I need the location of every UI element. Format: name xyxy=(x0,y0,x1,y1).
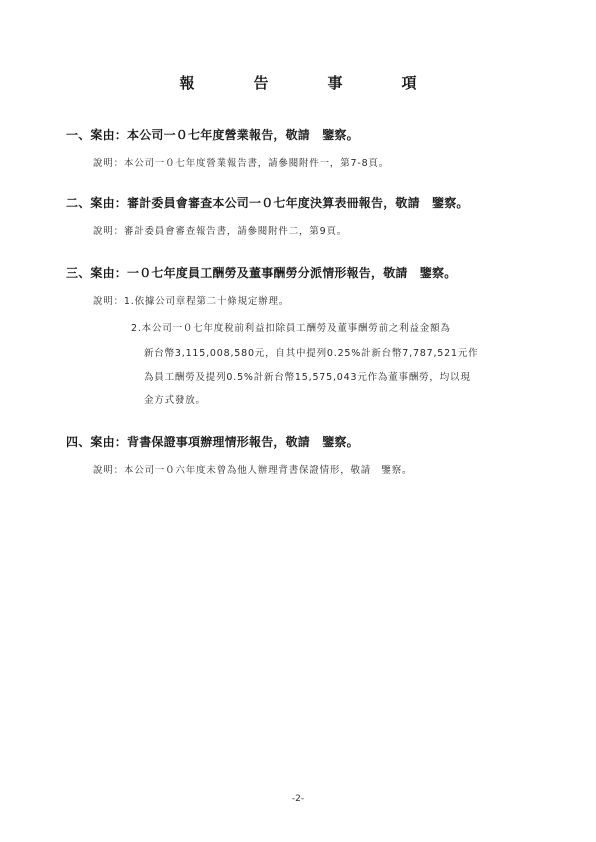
item-3-note-2-cont-2: 為員工酬勞及提列0.5%計新台幣15,575,043元作為董事酬勞，均以現 xyxy=(144,372,471,383)
page-title: 報 告 事 項 xyxy=(179,74,439,92)
item-3-note-1: 說明：1.依據公司章程第二十條規定辦理。 xyxy=(93,296,290,307)
item-3-note-2: 2.本公司一０七年度稅前利益扣除員工酬勞及董事酬勞前之利益金額為 xyxy=(131,323,451,334)
item-2-heading: 二、案由：審計委員會審查本公司一０七年度決算表冊報告，敬請 鑒察。 xyxy=(66,196,469,210)
item-3-note-2-cont-3: 金方式發放。 xyxy=(144,395,206,406)
item-1-note: 說明：本公司一０七年度營業報告書，請參閱附件一，第7-8頁。 xyxy=(93,158,390,169)
item-1-heading: 一、案由：本公司一０七年度營業報告，敬請 鑒察。 xyxy=(66,128,359,142)
item-4-heading: 四、案由：背書保證事項辦理情形報告，敬請 鑒察。 xyxy=(66,435,359,449)
item-3-note-2-cont-1: 新台幣3,115,008,580元，自其中提列0.25%計新台幣7,787,521元作 xyxy=(144,348,479,359)
item-3-heading: 三、案由：一０七年度員工酬勞及董事酬勞分派情形報告，敬請 鑒察。 xyxy=(66,266,457,280)
page-number: -2- xyxy=(291,794,305,804)
item-2-note: 說明：審計委員會審查報告書，請參閱附件二，第9頁。 xyxy=(93,226,348,237)
item-4-note: 說明：本公司一０六年度未曾為他人辦理背書保證情形，敬請 鑒察。 xyxy=(93,465,413,476)
